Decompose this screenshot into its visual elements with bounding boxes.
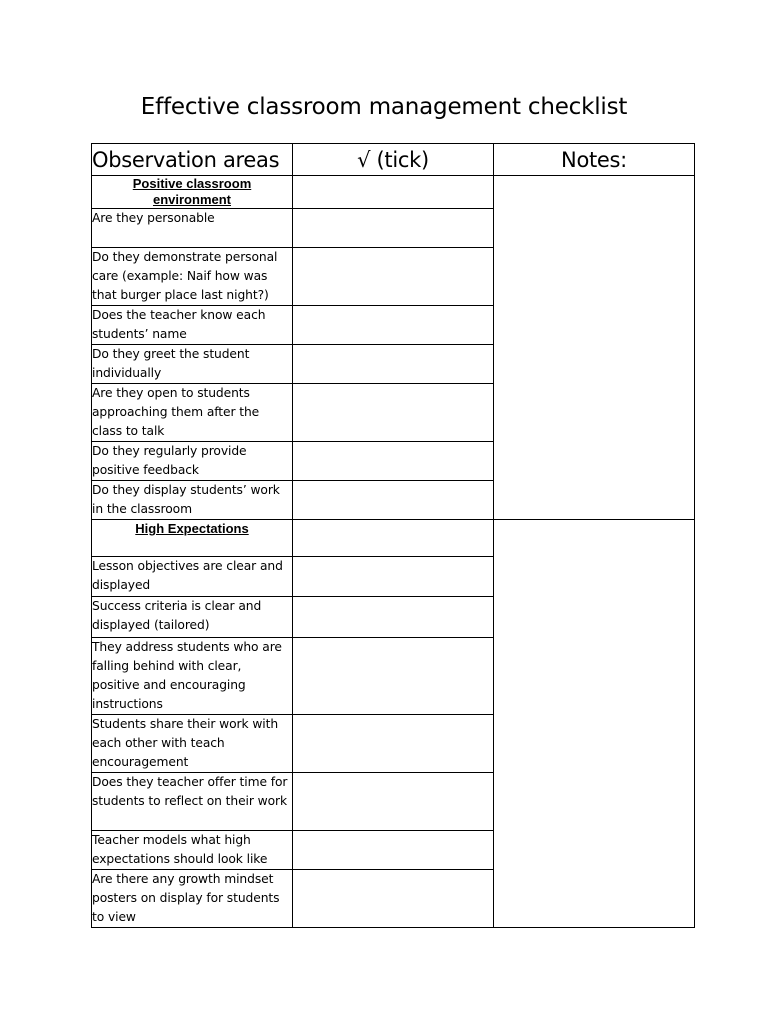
observation-item: Does they teacher offer time for students to reflect on their work [92, 773, 293, 831]
page-title: Effective classroom management checklist [140, 94, 628, 120]
tick-cell[interactable] [293, 773, 494, 831]
observation-item: Teacher models what high expectations should look like [92, 831, 293, 870]
tick-cell[interactable] [293, 209, 494, 248]
tick-cell[interactable] [293, 557, 494, 597]
observation-item: Are they personable [92, 209, 293, 248]
tick-cell[interactable] [293, 870, 494, 928]
observation-item: They address students who are falling behind with clear, positive and encouraging instructions [92, 638, 293, 715]
checklist-table [91, 143, 695, 928]
tick-cell[interactable] [293, 715, 494, 773]
tick-cell[interactable] [293, 597, 494, 638]
observation-item: Lesson objectives are clear and displayed [92, 557, 293, 597]
observation-item: Do they greet the student individually [92, 345, 293, 384]
observation-item: Success criteria is clear and displayed (tailored) [92, 597, 293, 638]
tick-cell[interactable] [293, 442, 494, 481]
observation-item: Students share their work with each other with teach encouragement [92, 715, 293, 773]
section-heading-row [92, 176, 695, 209]
observation-item: Are there any growth mindset posters on display for students to view [92, 870, 293, 928]
notes-cell[interactable] [494, 176, 695, 520]
tick-cell[interactable] [293, 345, 494, 384]
observation-item: Do they demonstrate personal care (example: Naif how was that burger place last night?) [92, 248, 293, 306]
section-heading: High Expectations [92, 520, 293, 557]
notes-cell[interactable] [494, 520, 695, 928]
header-tick: √ (tick) [293, 144, 494, 176]
tick-cell[interactable] [293, 248, 494, 306]
tick-cell[interactable] [293, 831, 494, 870]
observation-item: Do they display students’ work in the classroom [92, 481, 293, 520]
observation-item: Do they regularly provide positive feedback [92, 442, 293, 481]
header-notes: Notes: [494, 144, 695, 176]
tick-cell[interactable] [293, 481, 494, 520]
header-row [92, 144, 695, 176]
observation-item: Does the teacher know each students’ name [92, 306, 293, 345]
section-heading: Positive classroom environment [92, 176, 293, 209]
tick-cell[interactable] [293, 176, 494, 209]
tick-cell[interactable] [293, 384, 494, 442]
section-heading-row [92, 520, 695, 557]
header-observation-areas: Observation areas [92, 144, 293, 176]
observation-item: Are they open to students approaching them after the class to talk [92, 384, 293, 442]
tick-cell[interactable] [293, 638, 494, 715]
tick-cell[interactable] [293, 306, 494, 345]
tick-cell[interactable] [293, 520, 494, 557]
